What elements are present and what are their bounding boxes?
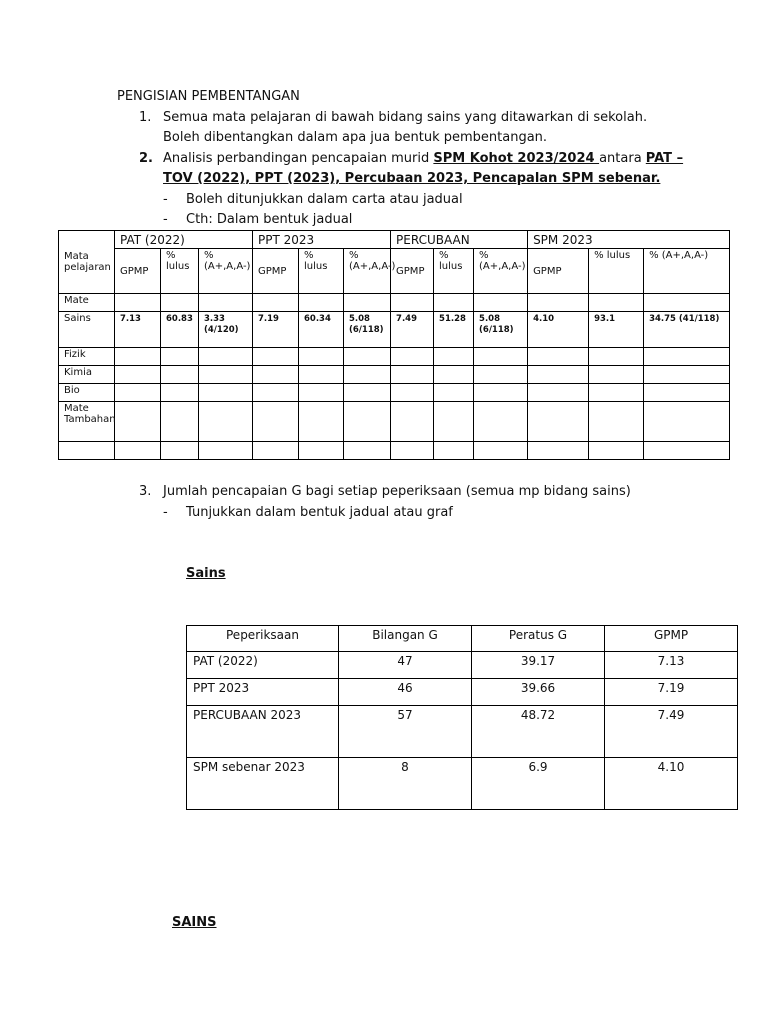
value-cell[interactable] bbox=[474, 384, 528, 402]
table-row bbox=[187, 652, 738, 679]
group-header: SPM 2023 bbox=[528, 231, 730, 249]
value-cell[interactable] bbox=[161, 348, 199, 366]
value-cell[interactable] bbox=[589, 384, 644, 402]
value-cell[interactable] bbox=[161, 442, 199, 460]
value-cell[interactable] bbox=[299, 294, 344, 312]
item2-line2: TOV (2022), PPT (2023), Percubaan 2023, Pencapalan SPM sebenar. bbox=[163, 171, 661, 186]
value-cell[interactable] bbox=[299, 348, 344, 366]
value-cell[interactable] bbox=[344, 384, 391, 402]
item2-line1 bbox=[163, 151, 683, 167]
sains-header-cell: GPMP bbox=[605, 626, 738, 652]
value-cell[interactable]: 34.75 (41/118) bbox=[644, 312, 730, 348]
value-cell[interactable]: 5.08 (6/118) bbox=[474, 312, 528, 348]
value-cell[interactable] bbox=[299, 442, 344, 460]
sains-value-cell[interactable]: 7.13 bbox=[605, 652, 738, 679]
value-cell[interactable] bbox=[528, 402, 589, 442]
value-cell[interactable] bbox=[528, 348, 589, 366]
value-cell[interactable] bbox=[528, 442, 589, 460]
value-cell[interactable] bbox=[391, 402, 434, 442]
item2-bullet2: Cth: Dalam bentuk jadual bbox=[186, 212, 353, 227]
value-cell[interactable] bbox=[474, 366, 528, 384]
value-cell[interactable] bbox=[199, 402, 253, 442]
value-cell[interactable]: 93.1 bbox=[589, 312, 644, 348]
value-cell[interactable] bbox=[161, 366, 199, 384]
value-cell[interactable] bbox=[115, 442, 161, 460]
item3-text: Jumlah pencapaian G bagi setiap peperiksaan (semua mp bidang sains) bbox=[163, 484, 631, 499]
value-cell[interactable] bbox=[391, 348, 434, 366]
subheader-cell: GPMP bbox=[528, 249, 589, 294]
item2-number: 2. bbox=[139, 151, 153, 166]
item2-mid: antara bbox=[599, 151, 646, 166]
section-heading: PENGISIAN PEMBENTANGAN bbox=[117, 89, 300, 104]
item2-bullet1: Boleh ditunjukkan dalam carta atau jadual bbox=[186, 192, 463, 207]
value-cell[interactable] bbox=[344, 366, 391, 384]
item1-line1: Semua mata pelajaran di bawah bidang sains yang ditawarkan di sekolah. bbox=[163, 110, 648, 125]
value-cell[interactable] bbox=[253, 402, 299, 442]
subject-cell: Sains bbox=[59, 312, 115, 348]
value-cell[interactable] bbox=[391, 384, 434, 402]
item3-bullet: Tunjukkan dalam bentuk jadual atau graf bbox=[186, 505, 453, 520]
value-cell[interactable] bbox=[299, 366, 344, 384]
sains-table bbox=[186, 625, 738, 810]
value-cell[interactable] bbox=[115, 384, 161, 402]
table-row bbox=[59, 442, 730, 460]
sains-value-cell[interactable]: 48.72 bbox=[472, 706, 605, 758]
value-cell[interactable] bbox=[115, 402, 161, 442]
header-mata-pelajaran: Mata pelajaran bbox=[59, 231, 115, 294]
value-cell[interactable] bbox=[644, 402, 730, 442]
item1-line2: Boleh dibentangkan dalam apa jua bentuk pembentangan. bbox=[163, 130, 548, 145]
value-cell[interactable] bbox=[589, 442, 644, 460]
value-cell[interactable] bbox=[434, 384, 474, 402]
value-cell[interactable] bbox=[115, 294, 161, 312]
value-cell[interactable] bbox=[161, 294, 199, 312]
subheader-cell: % (A+,A,A-) bbox=[474, 249, 528, 294]
item2-dash2: - bbox=[163, 212, 168, 227]
subheader-cell: % lulus bbox=[161, 249, 199, 294]
value-cell[interactable] bbox=[115, 366, 161, 384]
subject-cell: Mate Tambahan bbox=[59, 402, 115, 442]
value-cell[interactable] bbox=[589, 348, 644, 366]
value-cell[interactable] bbox=[253, 294, 299, 312]
value-cell[interactable] bbox=[644, 348, 730, 366]
sains-value-cell[interactable]: 7.19 bbox=[605, 679, 738, 706]
subheader-cell: % (A+,A,A-) bbox=[644, 249, 730, 294]
sains-title-2: SAINS bbox=[172, 915, 217, 930]
value-cell[interactable] bbox=[391, 442, 434, 460]
value-cell[interactable] bbox=[644, 442, 730, 460]
item3-dash: - bbox=[163, 505, 168, 520]
sains-value-cell[interactable]: 57 bbox=[339, 706, 472, 758]
value-cell[interactable]: 3.33 (4/120) bbox=[199, 312, 253, 348]
subheader-cell: % lulus bbox=[434, 249, 474, 294]
sains-header-cell: Peratus G bbox=[472, 626, 605, 652]
subject-cell: Bio bbox=[59, 384, 115, 402]
subject-cell: Kimia bbox=[59, 366, 115, 384]
sains-title: Sains bbox=[186, 566, 226, 581]
value-cell[interactable] bbox=[644, 366, 730, 384]
value-cell[interactable] bbox=[199, 366, 253, 384]
subheader-cell: % (A+,A,A-) bbox=[199, 249, 253, 294]
table-row bbox=[59, 294, 730, 312]
exam-name-cell: PAT (2022) bbox=[187, 652, 339, 679]
subject-cell: Fizik bbox=[59, 348, 115, 366]
subheader-cell: GPMP bbox=[253, 249, 299, 294]
value-cell[interactable] bbox=[391, 366, 434, 384]
table-row bbox=[59, 366, 730, 384]
sains-header-cell: Bilangan G bbox=[339, 626, 472, 652]
value-cell[interactable] bbox=[199, 384, 253, 402]
subject-cell bbox=[59, 442, 115, 460]
value-cell[interactable]: 60.83 bbox=[161, 312, 199, 348]
value-cell[interactable]: 5.08 (6/118) bbox=[344, 312, 391, 348]
table-row bbox=[59, 312, 730, 348]
value-cell[interactable] bbox=[344, 294, 391, 312]
value-cell[interactable] bbox=[589, 294, 644, 312]
table-row bbox=[59, 348, 730, 366]
value-cell[interactable] bbox=[253, 442, 299, 460]
sains-value-cell[interactable]: 39.17 bbox=[472, 652, 605, 679]
value-cell[interactable]: 4.10 bbox=[528, 312, 589, 348]
item2-dash1: - bbox=[163, 192, 168, 207]
subheader-cell: % (A+,A,A-) bbox=[344, 249, 391, 294]
sains-value-cell[interactable]: 8 bbox=[339, 758, 472, 810]
value-cell[interactable] bbox=[434, 366, 474, 384]
value-cell[interactable] bbox=[644, 384, 730, 402]
subject-cell: Mate bbox=[59, 294, 115, 312]
value-cell[interactable] bbox=[434, 348, 474, 366]
value-cell[interactable] bbox=[344, 402, 391, 442]
value-cell[interactable] bbox=[644, 294, 730, 312]
sains-value-cell[interactable]: 46 bbox=[339, 679, 472, 706]
value-cell[interactable] bbox=[253, 366, 299, 384]
value-cell[interactable]: 51.28 bbox=[434, 312, 474, 348]
subheader-cell: % lulus bbox=[299, 249, 344, 294]
value-cell[interactable] bbox=[528, 294, 589, 312]
table-row bbox=[187, 758, 738, 810]
value-cell[interactable]: 7.49 bbox=[391, 312, 434, 348]
value-cell[interactable] bbox=[253, 348, 299, 366]
subheader-cell: % lulus bbox=[589, 249, 644, 294]
value-cell[interactable] bbox=[299, 384, 344, 402]
item2-pre: Analisis perbandingan pencapaian murid bbox=[163, 151, 434, 166]
table-row bbox=[59, 402, 730, 442]
value-cell[interactable] bbox=[474, 348, 528, 366]
sains-value-cell[interactable]: 7.49 bbox=[605, 706, 738, 758]
table-row bbox=[187, 706, 738, 758]
group-header: PERCUBAAN bbox=[391, 231, 528, 249]
exam-name-cell: SPM sebenar 2023 bbox=[187, 758, 339, 810]
table-row bbox=[59, 384, 730, 402]
value-cell[interactable] bbox=[161, 384, 199, 402]
group-header: PPT 2023 bbox=[253, 231, 391, 249]
sains-header-cell: Peperiksaan bbox=[187, 626, 339, 652]
item3-number: 3. bbox=[139, 484, 152, 499]
exam-name-cell: PPT 2023 bbox=[187, 679, 339, 706]
value-cell[interactable] bbox=[199, 294, 253, 312]
value-cell[interactable] bbox=[474, 294, 528, 312]
value-cell[interactable] bbox=[434, 442, 474, 460]
comparison-table bbox=[58, 230, 730, 460]
value-cell[interactable] bbox=[528, 366, 589, 384]
item2-kohot: SPM Kohot 2023/2024 bbox=[433, 151, 600, 166]
sains-value-cell[interactable]: 6.9 bbox=[472, 758, 605, 810]
value-cell[interactable] bbox=[199, 442, 253, 460]
sains-value-cell[interactable]: 47 bbox=[339, 652, 472, 679]
value-cell[interactable] bbox=[434, 402, 474, 442]
value-cell[interactable] bbox=[528, 384, 589, 402]
value-cell[interactable] bbox=[589, 402, 644, 442]
subheader-cell: GPMP bbox=[115, 249, 161, 294]
group-header: PAT (2022) bbox=[115, 231, 253, 249]
sains-value-cell[interactable]: 39.66 bbox=[472, 679, 605, 706]
value-cell[interactable]: 7.13 bbox=[115, 312, 161, 348]
subheader-cell: GPMP bbox=[391, 249, 434, 294]
value-cell[interactable]: 7.19 bbox=[253, 312, 299, 348]
value-cell[interactable] bbox=[344, 348, 391, 366]
value-cell[interactable] bbox=[115, 348, 161, 366]
value-cell[interactable] bbox=[474, 442, 528, 460]
exam-name-cell: PERCUBAAN 2023 bbox=[187, 706, 339, 758]
value-cell[interactable] bbox=[344, 442, 391, 460]
value-cell[interactable] bbox=[299, 402, 344, 442]
item2-pat: PAT – bbox=[645, 151, 684, 166]
value-cell[interactable] bbox=[253, 384, 299, 402]
value-cell[interactable] bbox=[391, 294, 434, 312]
item1-number: 1. bbox=[139, 110, 152, 125]
value-cell[interactable] bbox=[589, 366, 644, 384]
table-row bbox=[187, 679, 738, 706]
value-cell[interactable] bbox=[434, 294, 474, 312]
value-cell[interactable] bbox=[474, 402, 528, 442]
sains-value-cell[interactable]: 4.10 bbox=[605, 758, 738, 810]
value-cell[interactable]: 60.34 bbox=[299, 312, 344, 348]
value-cell[interactable] bbox=[161, 402, 199, 442]
value-cell[interactable] bbox=[199, 348, 253, 366]
